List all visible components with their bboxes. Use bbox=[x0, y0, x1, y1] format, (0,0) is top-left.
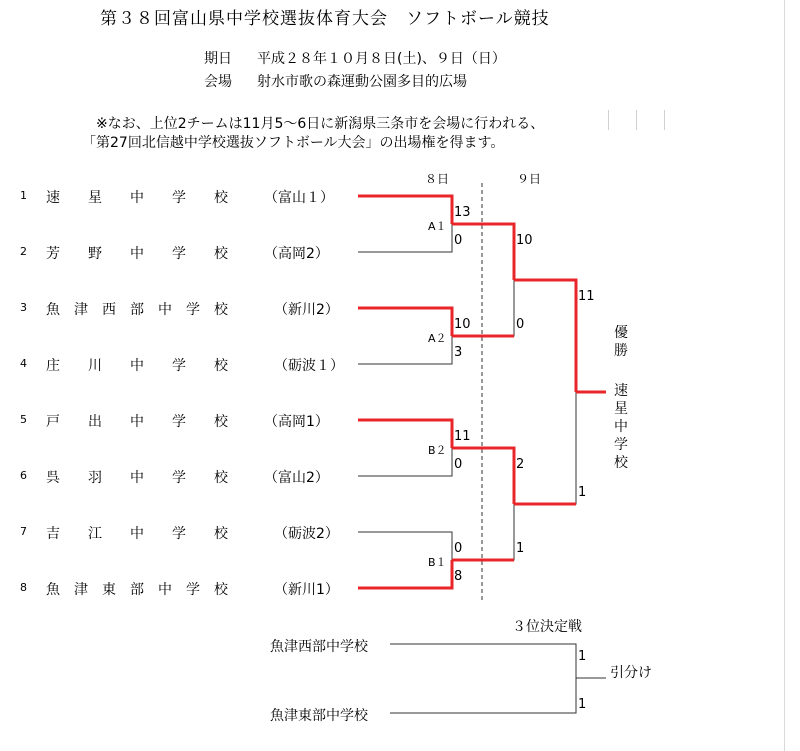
third-place-score2: 1 bbox=[578, 697, 587, 712]
team-name: 吉 江 中 学 校 bbox=[46, 526, 228, 542]
third-place-team2: 魚津東部中学校 bbox=[270, 708, 368, 724]
team-number: 3 bbox=[20, 301, 27, 314]
score-a2-top: 10 bbox=[454, 317, 471, 332]
final-bottom-line bbox=[514, 392, 576, 504]
team-region: （新川1） bbox=[274, 582, 339, 598]
date-value: 平成２８年１０月８日(土)、９日（日） bbox=[257, 51, 506, 67]
score-a1-bottom: 0 bbox=[454, 233, 463, 248]
team-region: （富山１） bbox=[264, 190, 334, 206]
third-place-result: 引分け bbox=[610, 665, 652, 681]
score-b2-bottom: 0 bbox=[454, 457, 463, 472]
score-final-bottom: 1 bbox=[578, 485, 587, 500]
score-semi2-top: 2 bbox=[516, 457, 525, 472]
team-number: 4 bbox=[20, 357, 27, 370]
venue-label: 会場 bbox=[204, 74, 232, 90]
third-team1-line bbox=[390, 644, 576, 678]
score-a1-top: 13 bbox=[454, 205, 471, 220]
score-b1-bottom: 8 bbox=[454, 569, 463, 584]
team-region: （高岡2） bbox=[264, 246, 329, 262]
score-semi2-bottom: 1 bbox=[516, 541, 525, 556]
team-name: 戸 出 中 学 校 bbox=[46, 414, 228, 430]
team-name: 芳 野 中 学 校 bbox=[46, 246, 228, 262]
team-name: 呉 羽 中 学 校 bbox=[46, 470, 228, 486]
score-semi1-bottom: 0 bbox=[516, 317, 525, 332]
champion-team: 速星中学校 bbox=[614, 383, 628, 471]
team-number: 5 bbox=[20, 413, 27, 426]
match-label-a1: A１ bbox=[428, 220, 447, 233]
date-label: 期日 bbox=[204, 51, 232, 67]
score-final-top: 11 bbox=[578, 289, 595, 304]
team-number: 1 bbox=[20, 189, 27, 202]
third-place-score1: 1 bbox=[578, 649, 587, 664]
team-number: 7 bbox=[20, 525, 27, 538]
third-place-team1: 魚津西部中学校 bbox=[270, 639, 368, 655]
team-name: 速 星 中 学 校 bbox=[46, 190, 228, 206]
match-label-b1: B１ bbox=[428, 556, 447, 569]
note-line-2: 「第27回北信越中学校選抜ソフトボール大会」の出場権を得ます。 bbox=[82, 135, 505, 151]
team-name: 魚 津 東 部 中 学 校 bbox=[46, 582, 228, 598]
final-top-line bbox=[514, 280, 576, 392]
team-name: 魚 津 西 部 中 学 校 bbox=[46, 302, 228, 318]
team-name: 庄 川 中 学 校 bbox=[46, 358, 228, 374]
note-line-1: ※なお、上位2チームは11月5〜6日に新潟県三条市を会場に行われる、 bbox=[96, 116, 545, 132]
score-semi1-top: 10 bbox=[516, 233, 533, 248]
team-region: （砺波１） bbox=[274, 358, 344, 374]
third-team2-line bbox=[390, 678, 576, 713]
team-number: 6 bbox=[20, 469, 27, 482]
score-a2-bottom: 3 bbox=[454, 345, 463, 360]
score-b2-top: 11 bbox=[454, 429, 471, 444]
third-place-title: ３位決定戦 bbox=[512, 619, 582, 635]
day2-header: ９日 bbox=[517, 172, 542, 186]
team-region: （富山2） bbox=[264, 470, 329, 486]
team-region: （砺波2） bbox=[274, 526, 339, 542]
team-number: 2 bbox=[20, 245, 27, 258]
team-number: 8 bbox=[20, 581, 27, 594]
page-title: 第３８回富山県中学校選抜体育大会 ソフトボール競技 bbox=[100, 9, 550, 29]
venue-value: 射水市歌の森運動公園多目的広場 bbox=[257, 74, 467, 90]
match-label-b2: B２ bbox=[428, 444, 447, 457]
match-label-a2: A２ bbox=[428, 332, 447, 345]
day1-header: ８日 bbox=[425, 172, 450, 186]
team-region: （高岡1） bbox=[264, 414, 329, 430]
champion-label: 優勝 bbox=[614, 325, 628, 359]
score-b1-top: 0 bbox=[454, 541, 463, 556]
team-region: （新川2） bbox=[274, 302, 339, 318]
